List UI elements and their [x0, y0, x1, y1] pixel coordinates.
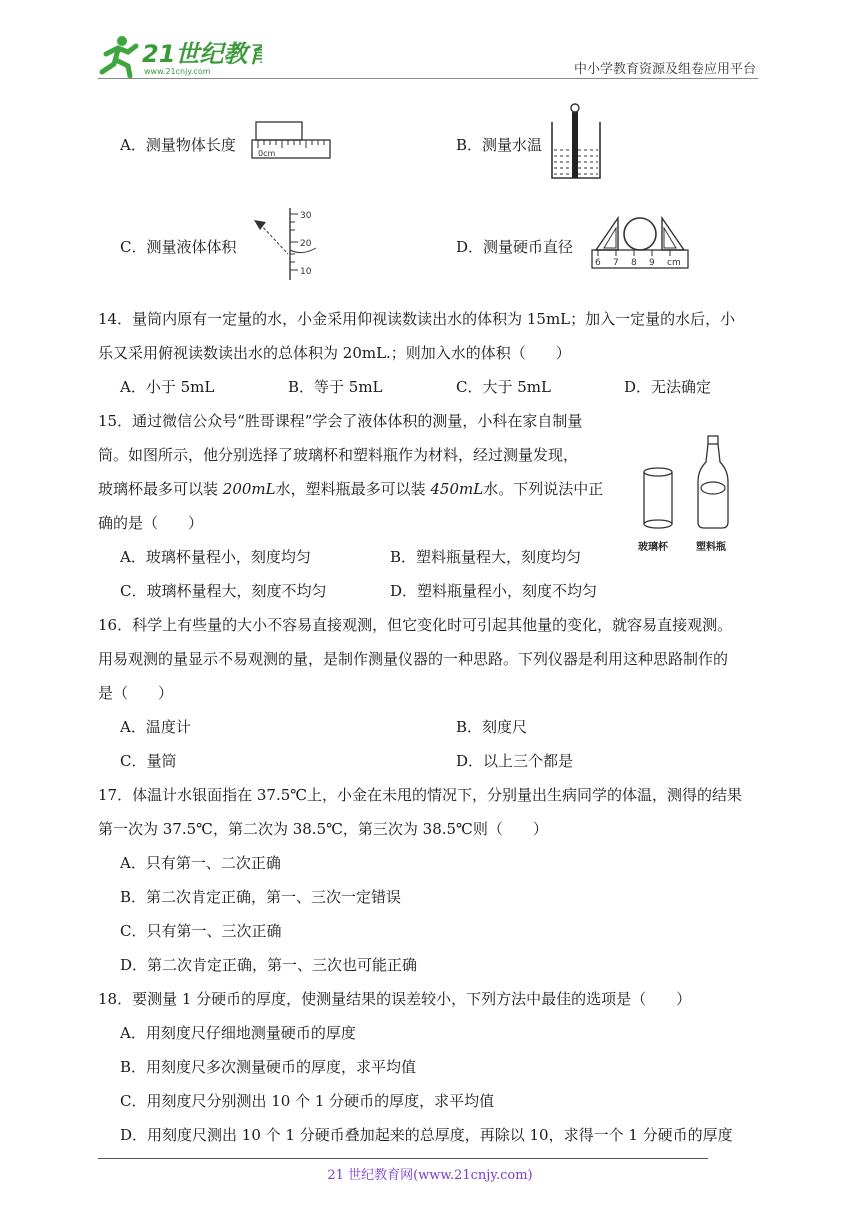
coin-ruler-tick-7: 7 [613, 258, 619, 268]
coin-ruler-tick-cm: cm [667, 258, 681, 268]
q15-line-3 [98, 472, 603, 506]
coin-diameter-figure [590, 214, 690, 276]
cup-label: 玻璃杯 [638, 542, 668, 553]
q17-line-2: 第一次为 37.5℃，第二次为 38.5℃，第三次为 38.5℃则（ ） [98, 820, 548, 838]
coin-ruler-tick-9: 9 [649, 258, 655, 268]
q18-option-d: D．用刻度尺测出 10 个 1 分硬币叠加起来的总厚度，再除以 10，求得一个 1 分硬币的厚度 [120, 1126, 733, 1144]
q18-line-1: 18．要测量 1 分硬币的厚度，使测量结果的误差较小，下列方法中最佳的选项是（ ） [98, 990, 692, 1008]
q14-option-a: A．小于 5mL [120, 378, 215, 396]
q16-line-2: 用易观测的量显示不易观测的量，是制作测量仪器的一种思路。下列仪器是利用这种思路制作的 [98, 650, 729, 668]
q17-option-d: D．第二次肯定正确，第一、三次也可能正确 [120, 956, 418, 974]
q15-option-b: B．塑料瓶量程大，刻度均匀 [390, 548, 582, 566]
q13-option-d: D．测量硬币直径 [456, 238, 574, 256]
q17-option-c: C．只有第一、三次正确 [120, 922, 282, 940]
q16-option-b: B．刻度尺 [456, 718, 528, 736]
q15-line-4: 确的是（ ） [98, 514, 204, 532]
logo-text: 21世纪教育 [142, 40, 262, 68]
q18-option-c: C．用刻度尺分别测出 10 个 1 分硬币的厚度，求平均值 [120, 1092, 495, 1110]
bottle-label: 塑料瓶 [696, 542, 726, 553]
q14-option-d: D．无法确定 [624, 378, 712, 396]
coin-ruler-tick-6: 6 [595, 258, 601, 268]
header-platform-text: 中小学教育资源及组卷应用平台 [573, 62, 756, 77]
q16-line-3: 是（ ） [98, 684, 174, 702]
cylinder-tick-10: 10 [300, 267, 312, 277]
q18-option-b: B．用刻度尺多次测量硬币的厚度，求平均值 [120, 1058, 417, 1076]
q14-option-c: C．大于 5mL [456, 378, 551, 396]
q17-line-1: 17．体温计水银面指在 37.5℃上，小金在未甩的情况下，分别量出生病同学的体温，测得的结果 [98, 786, 743, 804]
beaker-thermometer-figure [548, 102, 604, 186]
header-divider [98, 78, 758, 79]
runner-icon [102, 36, 136, 76]
plastic-bottle-icon [698, 436, 728, 528]
q15-option-d: D．塑料瓶量程小，刻度不均匀 [390, 582, 598, 600]
q15-volume-bottle: 450mL [430, 480, 484, 498]
q13-option-c: C．测量液体体积 [120, 238, 237, 256]
coin-ruler-tick-8: 8 [631, 258, 637, 268]
cylinder-tick-20: 20 [300, 239, 312, 249]
q15-line-2: 筒。如图所示，他分别选择了玻璃杯和塑料瓶作为材料，经过测量发现， [98, 446, 579, 464]
site-logo [92, 32, 262, 78]
q16-option-a: A．温度计 [120, 718, 191, 736]
q17-option-a: A．只有第一、二次正确 [120, 854, 281, 872]
footer-divider [98, 1158, 708, 1159]
q14-line-1: 14．量筒内原有一定量的水，小金采用仰视读数读出水的体积为 15mL；加入一定量的水后，小 [98, 310, 736, 328]
cup-bottle-figure [632, 432, 744, 560]
q15-line-3-post: 水。下列说法中正 [483, 480, 604, 498]
q18-option-a: A．用刻度尺仔细地测量硬币的厚度 [120, 1024, 356, 1042]
footer-link[interactable]: 21 世纪教育网(www.21cnjy.com) [327, 1168, 533, 1183]
q14-option-b: B．等于 5mL [288, 378, 383, 396]
ruler-label: 0cm [258, 149, 276, 158]
q17-option-b: B．第二次肯定正确，第一、三次一定错误 [120, 888, 402, 906]
graduated-cylinder-figure [250, 206, 320, 286]
q15-line-1: 15．通过微信公众号“胜哥课程”学会了液体体积的测量，小科在家自制量 [98, 412, 583, 430]
q15-line-3-mid: 水，塑料瓶最多可以装 [275, 480, 431, 498]
ruler-figure [250, 118, 332, 170]
q15-volume-cup: 200mL [222, 480, 276, 498]
q13-option-b: B．测量水温 [456, 136, 543, 154]
q16-line-1: 16．科学上有些量的大小不容易直接观测，但它变化时可引起其他量的变化，就容易直接观测。 [98, 616, 733, 634]
q13-option-a: A．测量物体长度 [120, 136, 236, 154]
cylinder-tick-30: 30 [300, 211, 312, 221]
q15-line-3-pre: 玻璃杯最多可以装 [98, 480, 223, 498]
logo-url: www.21cnjy.com [144, 67, 211, 76]
q15-option-a: A．玻璃杯量程小，刻度均匀 [120, 548, 311, 566]
glass-cup-icon [644, 468, 672, 528]
q16-option-d: D．以上三个都是 [456, 752, 574, 770]
q14-line-2: 乐又采用俯视读数读出水的总体积为 20mL.；则加入水的体积（ ） [98, 344, 571, 362]
q16-option-c: C．量筒 [120, 752, 177, 770]
q15-option-c: C．玻璃杯量程大，刻度不均匀 [120, 582, 327, 600]
